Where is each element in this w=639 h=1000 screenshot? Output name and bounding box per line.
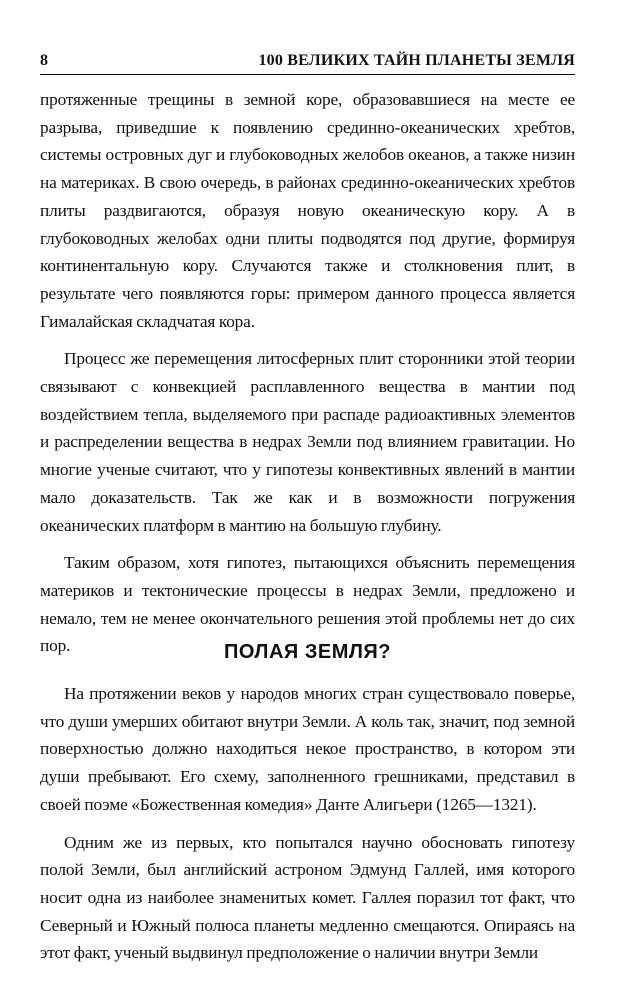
- running-header: [40, 50, 575, 75]
- text-block-section: [40, 680, 575, 977]
- paragraph: протяженные трещины в земной коре, образовавшиеся на месте ее разрыва, приведшие к появлению срединно-океанических хребтов, системы островных дуг и глубоководных желобов океанов, а также низин на материках. В свою очередь, в районах срединно-океанических хребтов плиты раздвигаются, образуя новую океаническую кору. А в глубоководных желобах одни плиты подводятся под другие, формируя континентальную кору. Случаются также и столкновения плит, в результате чего появляются горы: примером данного процесса является Гималайская складчатая кора.: [40, 90, 575, 331]
- section-heading: ПОЛАЯ ЗЕМЛЯ?: [224, 641, 391, 663]
- page-number: 8: [40, 52, 49, 69]
- book-title: 100 ВЕЛИКИХ ТАЙН ПЛАНЕТЫ ЗЕМЛЯ: [258, 52, 575, 69]
- text-block-continuation: [40, 86, 575, 670]
- paragraph: Одним же из первых, кто попытался научно обосновать гипотезу полой Земли, был английский астроном Эдмунд Галлей, имя которого носит одна из наиболее знаменитых комет. Галлея поразил тот факт, что Северный и Южный полюса планеты медленно смещаются. Опираясь на этот факт, ученый выдвинул предположение о наличии внутри Земли: [40, 832, 575, 963]
- paragraph: Процесс же перемещения литосферных плит сторонники этой теории связывают с конвекцией расплавленного вещества в мантии под воздействием тепла, выделяемого при распаде радиоактивных элементов и распределении вещества в недрах Земли под влиянием гравитации. Но многие ученые считают, что у гипотезы конвективных явлений в мантии мало доказательств. Так же как и в возможности погружения океанических платформ в мантию на большую глубину.: [40, 349, 575, 535]
- paragraph: На протяжении веков у народов многих стран существовало поверье, что души умерших обитают внутри Земли. А коль так, значит, под земной поверхностью должно находиться некое пространство, в котором эти души пребывают. Его схему, заполненного грешниками, представил в своей поэме «Божественная комедия» Данте Алигьери (1265—1321).: [40, 684, 575, 814]
- paragraph: Таким образом, хотя гипотез, пытающихся объяснить перемещения материков и тектонические процессы в недрах Земли, предложено и немало, тем не менее окончательного решения этой проблемы нет до сих пор.: [40, 553, 575, 656]
